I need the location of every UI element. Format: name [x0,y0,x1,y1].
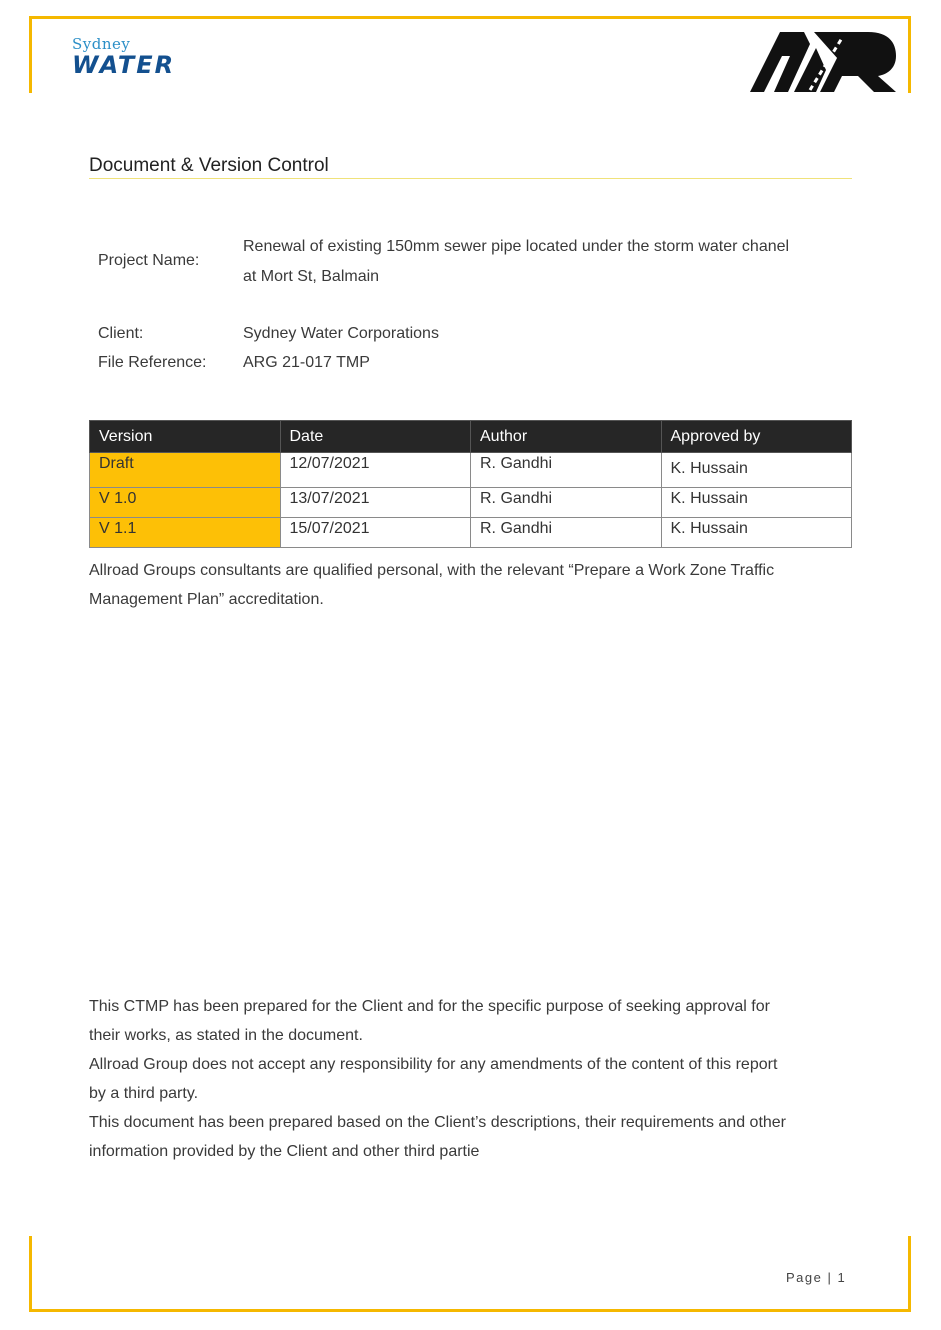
disclaimer-line: information provided by the Client and other third partie [89,1143,480,1160]
section-title-underline [89,178,852,179]
accreditation-paragraph [89,556,859,614]
disclaimer-line: their works, as stated in the document. [89,1027,363,1044]
disclaimer-line: This document has been prepared based on the Client’s descriptions, their requirements and other [89,1114,787,1131]
cell-author: R. Gandhi [471,518,662,548]
accreditation-line: Allroad Groups consultants are qualified personal, with the relevant “Prepare a Work Zone Traffic [89,562,775,579]
frame-bottom-line [29,1309,911,1312]
project-name-line2: at Mort St, Balmain [243,268,380,285]
accreditation-line: Management Plan” accreditation. [89,591,324,608]
logo-sydney-text: Sydney [72,35,131,53]
disclaimer-line: by a third party. [89,1085,199,1102]
cell-version: Draft [90,453,281,488]
cell-version: V 1.0 [90,488,281,518]
header-version: Version [90,421,281,453]
cell-date: 15/07/2021 [280,518,471,548]
cell-author: R. Gandhi [471,488,662,518]
project-name-line1: Renewal of existing 150mm sewer pipe located under the storm water chanel [243,238,790,255]
disclaimer-paragraph [89,992,859,1166]
table-row [90,518,852,548]
section-title: Document & Version Control [89,155,329,176]
cell-version: V 1.1 [90,518,281,548]
frame-bottom-left-tick [29,1236,32,1312]
cell-date: 13/07/2021 [280,488,471,518]
disclaimer-line: This CTMP has been prepared for the Client and for the specific purpose of seeking approval for [89,998,770,1015]
version-control-table [89,420,852,548]
cell-approved-by: K. Hussain [661,488,852,518]
logo-water-text: WATER [72,51,176,79]
cell-approved-by: K. Hussain [661,518,852,548]
cell-date: 12/07/2021 [280,453,471,488]
cell-author: R. Gandhi [471,453,662,488]
frame-top-line [29,16,911,19]
sydney-water-logo [72,36,175,78]
project-name-label: Project Name: [98,252,200,269]
client-value: Sydney Water Corporations [243,325,439,342]
file-reference-value: ARG 21-017 TMP [243,354,370,371]
table-header-row [90,421,852,453]
allroad-logo-icon [750,30,898,94]
table-row [90,453,852,488]
frame-top-right-tick [908,16,911,93]
header-date: Date [280,421,471,453]
table-row [90,488,852,518]
header-author: Author [471,421,662,453]
header-approved-by: Approved by [661,421,852,453]
cell-approved-by: K. Hussain [661,453,852,488]
frame-top-left-tick [29,16,32,93]
page-number: Page | 1 [786,1270,847,1285]
client-label: Client: [98,325,144,342]
file-reference-label: File Reference: [98,354,207,371]
disclaimer-line: Allroad Group does not accept any responsibility for any amendments of the content of this report [89,1056,778,1073]
frame-bottom-right-tick [908,1236,911,1312]
